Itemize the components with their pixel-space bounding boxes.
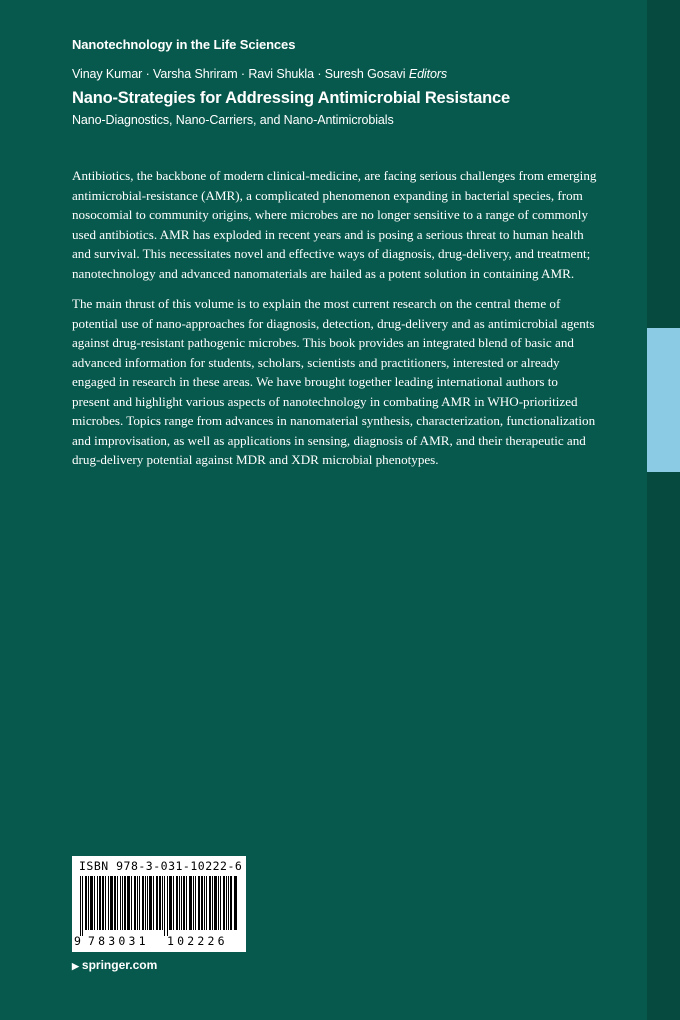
editors-label: Editors xyxy=(408,67,448,81)
barcode-bar xyxy=(97,876,98,930)
publisher-label: springer.com xyxy=(81,958,158,972)
barcode-bar xyxy=(212,876,213,930)
barcode-bar xyxy=(220,876,221,930)
barcode-bar xyxy=(85,876,87,930)
barcode-bar xyxy=(173,876,174,930)
barcode-bar xyxy=(193,876,194,930)
barcode-bar xyxy=(169,876,172,930)
barcode-bar xyxy=(183,876,185,930)
barcode-bar xyxy=(117,876,118,930)
barcode-box xyxy=(72,856,246,952)
barcode-bar xyxy=(105,876,106,930)
blurb-paragraph-2: The main thrust of this volume is to explain the most current research on the central theme of potential use of nano-approaches for diagnosis, detection, drug-delivery and as antimicrobial agents against drug-resistant pathogenic microbes. This book provides an integrated blend of basic and advanced information for students, scholars, scientists and practitioners, interested or already engaged in research in these areas. We have brought together leading international authors to present and highlight various aspects of nanotechnology in combating AMR in WHO-prioritized microbes. Topics range from advances in nanomaterial synthesis, characterization, functionalization and improvisation, as well as applications in sensing, diagnosis of AMR, and their therapeutic and drug-delivery potential against MDR and XDR microbial phenotypes. xyxy=(72,296,596,467)
barcode-bar xyxy=(159,876,161,930)
authors-line xyxy=(72,67,447,81)
barcode-bar xyxy=(189,876,192,930)
barcode-bar xyxy=(124,876,126,930)
barcode-bar xyxy=(110,876,113,930)
barcode-bar xyxy=(156,876,158,930)
ean-first-digit: 9 xyxy=(74,934,81,948)
barcode-bar xyxy=(134,876,136,930)
series-title: Nanotechnology in the Life Sciences xyxy=(72,37,296,52)
barcode-bar xyxy=(139,876,140,930)
barcode-bar xyxy=(226,876,227,930)
barcode-bar xyxy=(218,876,219,930)
book-title: Nano-Strategies for Addressing Antimicrobial Resistance xyxy=(72,89,510,107)
barcode-bar xyxy=(204,876,205,930)
barcode-bar xyxy=(195,876,196,930)
barcode-bar xyxy=(120,876,121,930)
barcode-bar xyxy=(108,876,109,930)
barcode-bar xyxy=(228,876,229,930)
barcode-bar xyxy=(88,876,89,930)
book-subtitle: Nano-Diagnostics, Nano-Carriers, and Nano-Antimicrobials xyxy=(72,113,394,127)
barcode-bar xyxy=(131,876,132,930)
barcode-bar xyxy=(80,876,81,936)
barcode-bar xyxy=(114,876,116,930)
barcode-bar xyxy=(82,876,83,936)
blurb-paragraph-1: Antibiotics, the backbone of modern clinical-medicine, are facing serious challenges from emerging antimicrobial-resistance (AMR), a complicated phenomenon expanding in bacterial species, from nosocomial to community origins, where microbes are no longer sensitive to a range of commonly used antibiotics. AMR has exploded in recent years and is posing a serious threat to human health and survival. This necessitates novel and effective ways of diagnosis, drug-delivery, and treatment; nanotechnology and advanced nanomaterials are hailed as a potent solution in containing AMR. xyxy=(72,168,597,281)
barcode-bar xyxy=(230,876,232,930)
ean-right-group: 102226 xyxy=(167,934,228,948)
barcode-bar xyxy=(122,876,123,930)
author-names: Vinay Kumar · Varsha Shriram · Ravi Shukla · Suresh Gosavi xyxy=(72,67,406,81)
barcode-bar xyxy=(214,876,217,930)
publisher-link[interactable] xyxy=(72,958,157,972)
barcode-bar xyxy=(179,876,180,930)
barcode-bar xyxy=(201,876,203,930)
barcode-bar xyxy=(206,876,207,930)
barcode-bar xyxy=(102,876,104,930)
barcode-bar xyxy=(137,876,138,930)
arrow-right-icon: ▶ xyxy=(72,961,79,971)
spine-strip xyxy=(647,0,680,1020)
barcode-bar xyxy=(149,876,152,930)
barcode-bar xyxy=(198,876,200,930)
barcode-bar xyxy=(209,876,211,930)
barcode-bar xyxy=(234,876,237,930)
barcode-bar xyxy=(99,876,101,930)
ean-left-group: 783031 xyxy=(88,934,149,948)
barcode-bar xyxy=(127,876,130,930)
barcode-bar xyxy=(176,876,178,930)
barcode-bar xyxy=(162,876,163,930)
barcode-bar xyxy=(181,876,182,930)
barcode-bar xyxy=(90,876,93,930)
barcode-bar xyxy=(147,876,148,930)
spine-accent-bar xyxy=(647,328,680,472)
barcode-bar xyxy=(142,876,144,930)
barcode-bar xyxy=(153,876,154,930)
barcode-icon xyxy=(78,876,240,936)
barcode-bar xyxy=(167,876,168,936)
blurb xyxy=(72,166,597,481)
barcode-bar xyxy=(94,876,95,930)
barcode-bar xyxy=(145,876,146,930)
isbn-text: ISBN 978-3-031-10222-6 xyxy=(79,859,243,873)
barcode-bar xyxy=(164,876,165,936)
barcode-bar xyxy=(223,876,225,930)
barcode-bar xyxy=(186,876,187,930)
